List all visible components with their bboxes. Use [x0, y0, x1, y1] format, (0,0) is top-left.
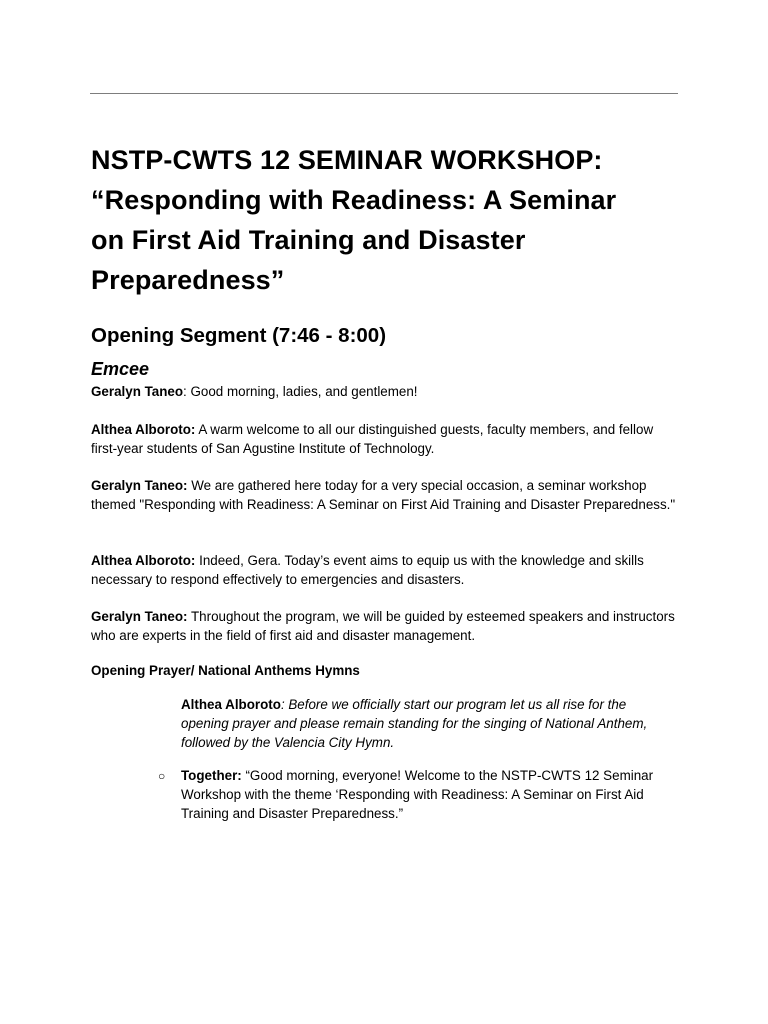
dialogue-text: Good morning, ladies, and gentlemen! — [190, 384, 418, 399]
header-rule — [90, 93, 678, 94]
together-line — [181, 766, 676, 824]
title-line-1: NSTP-CWTS 12 SEMINAR WORKSHOP: — [91, 145, 603, 175]
speaker-name: Geralyn Taneo: — [91, 478, 188, 493]
dialogue-line — [91, 382, 681, 401]
together-text: “Good morning, everyone! Welcome to the NSTP-CWTS 12 Seminar Workshop with the theme ‘Responding with Readiness: A Seminar on First Aid Training and Disaster Preparedness.” — [181, 768, 654, 822]
speaker-separator: : — [183, 384, 191, 399]
dialogue-text: We are gathered here today for a very special occasion, a seminar workshop themed "Responding with Readiness: A Seminar on First Aid Training and Disaster Preparedness." — [91, 478, 676, 513]
bullet-circle-icon: ○ — [158, 769, 166, 783]
dialogue-line — [91, 551, 681, 589]
speaker-name: Geralyn Taneo: — [91, 609, 188, 624]
prayer-instruction — [181, 695, 676, 753]
dialogue-text: Indeed, Gera. Today’s event aims to equip us with the knowledge and skills necessary to respond effectively to emergencies and disasters. — [91, 553, 644, 588]
prayer-heading — [91, 661, 681, 680]
speaker-name: Althea Alboroto: — [91, 422, 196, 437]
speaker-name: Together: — [181, 768, 242, 783]
dialogue-text: A warm welcome to all our distinguished guests, faculty members, and fellow first-year students of San Agustine Institute of Technology. — [91, 422, 654, 457]
emcee-subheading: Emcee — [91, 359, 150, 379]
title-line-3: on First Aid Training and Disaster — [91, 225, 526, 255]
prayer-heading-text: Opening Prayer/ National Anthems Hymns — [91, 663, 360, 678]
document-content — [91, 140, 681, 822]
prayer-text: : Before we officially start our program let us all rise for the opening prayer and please remain standing for the singing of National Anthem, followed by the Valencia City Hymn. — [181, 697, 648, 751]
dialogue-line — [91, 476, 681, 514]
speaker-name: Althea Alboroto: — [91, 553, 196, 568]
title-line-4: Preparedness” — [91, 265, 285, 295]
dialogue-line — [91, 607, 681, 645]
dialogue-text: Throughout the program, we will be guided by esteemed speakers and instructors who are experts in the field of first aid and disaster management. — [91, 609, 675, 644]
dialogue-line — [91, 420, 681, 458]
title-line-2: “Responding with Readiness: A Seminar — [91, 185, 617, 215]
speaker-name: Althea Alboroto — [181, 697, 281, 712]
speaker-name: Geralyn Taneo — [91, 384, 184, 399]
section-heading: Opening Segment (7:46 - 8:00) — [91, 324, 387, 347]
document-title — [91, 140, 681, 300]
